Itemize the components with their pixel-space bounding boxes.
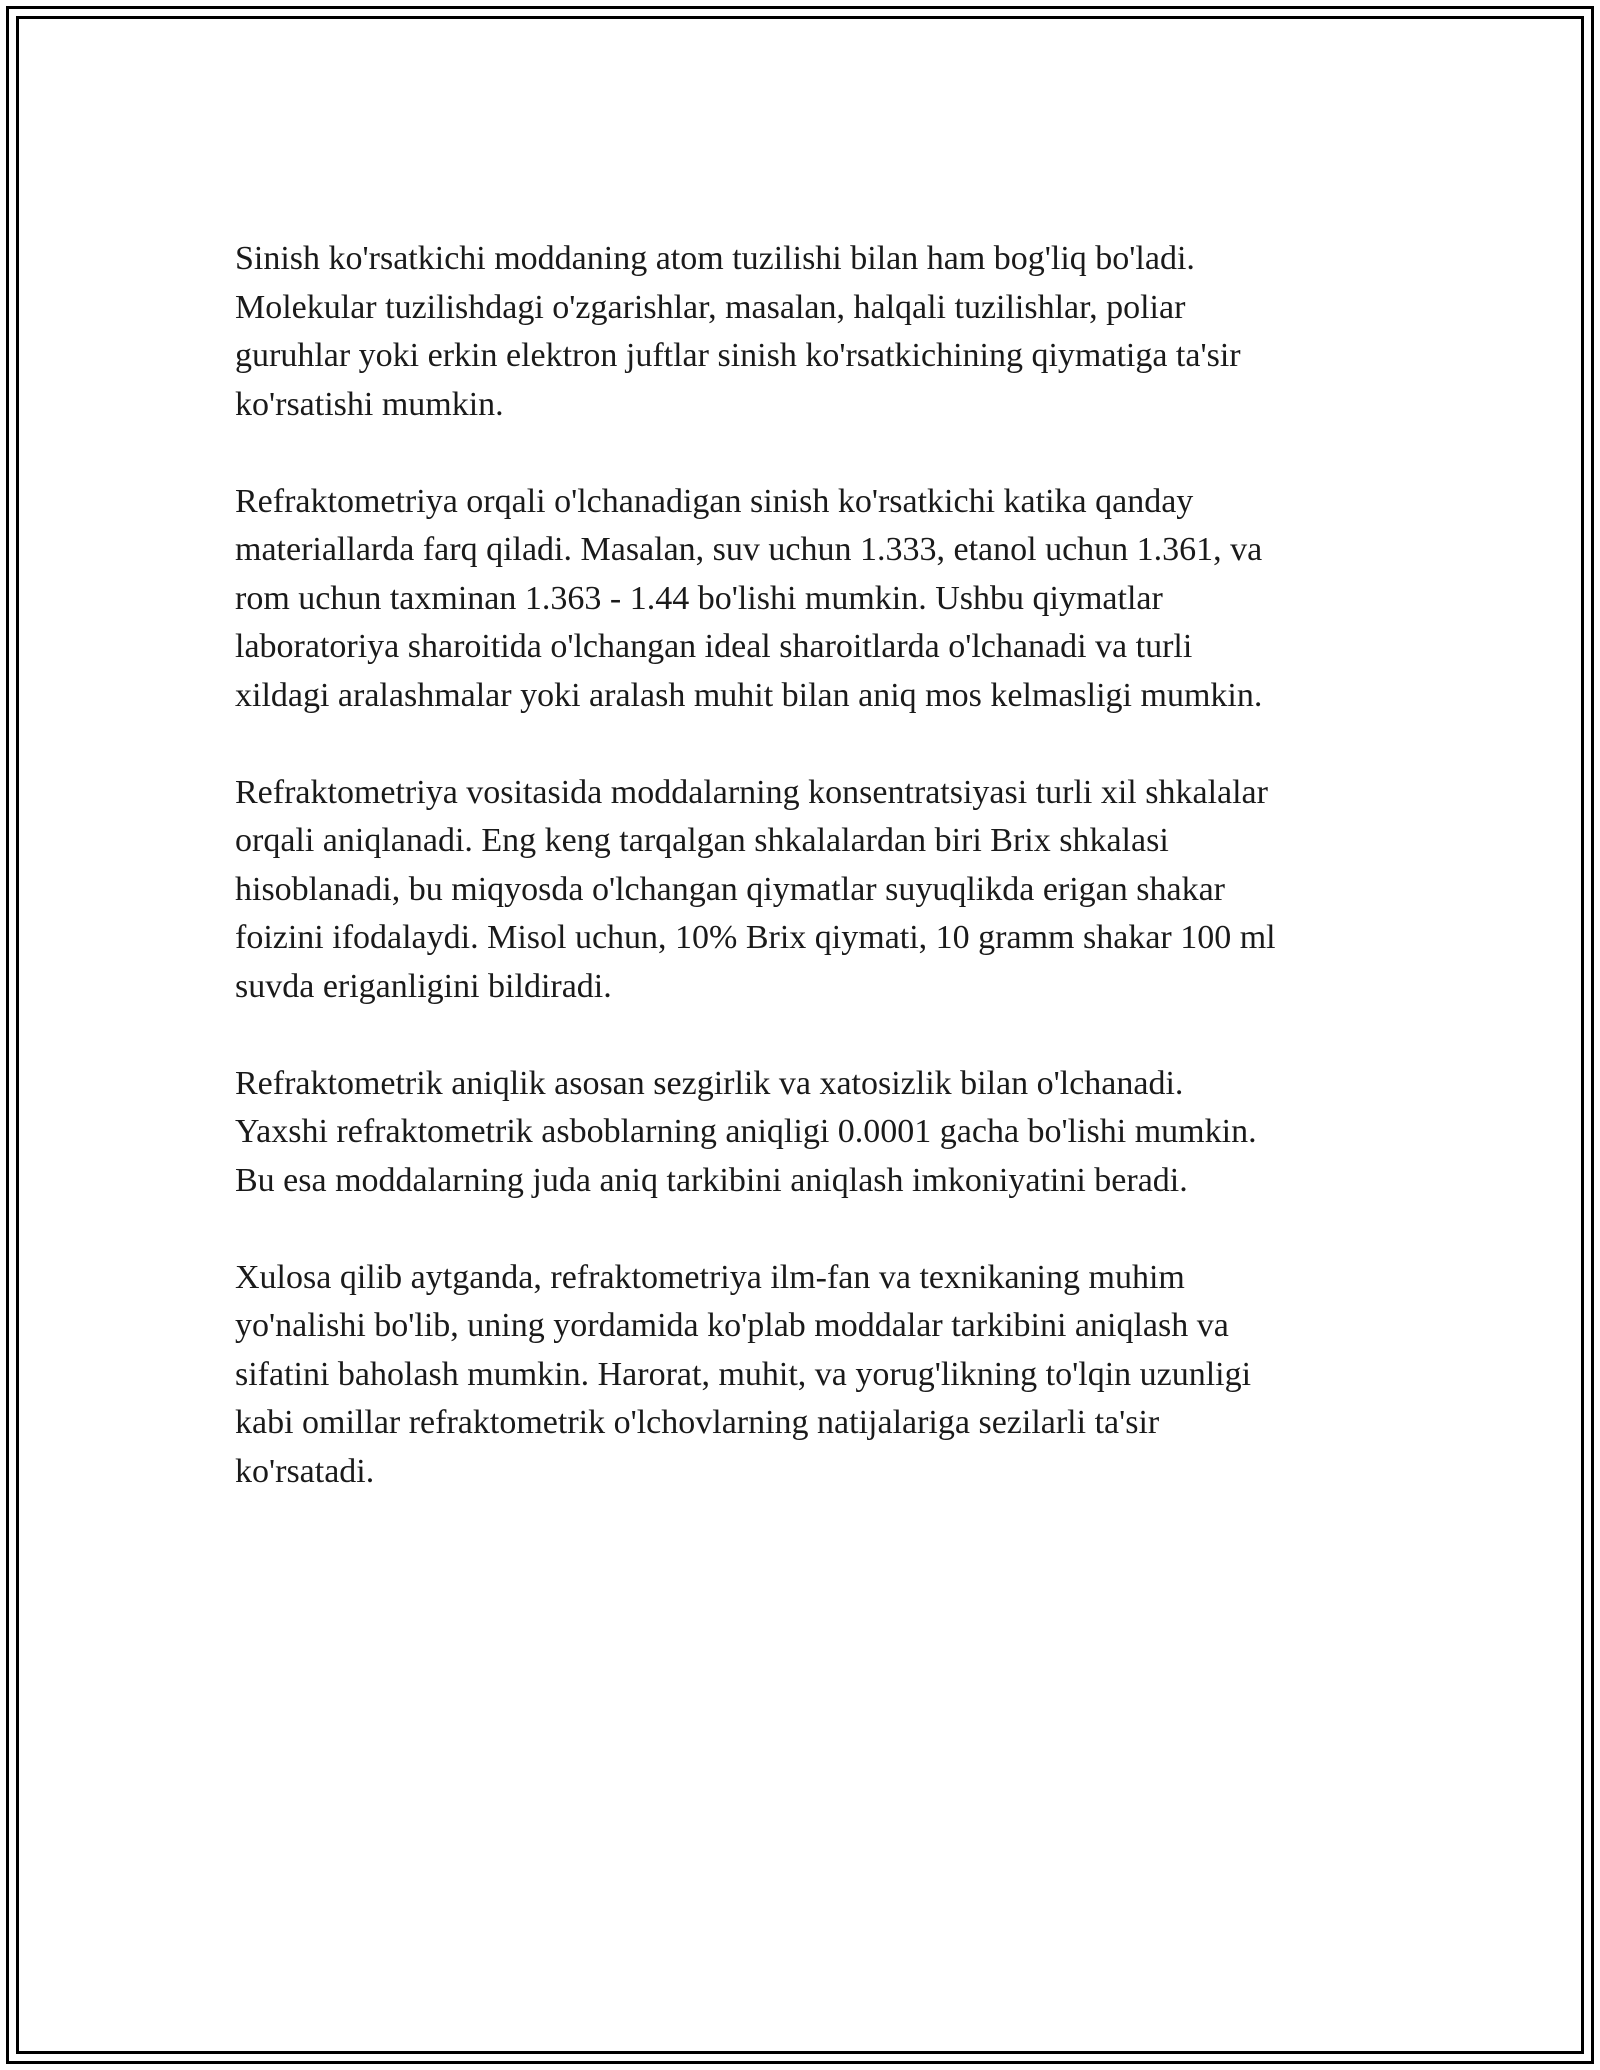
text-line: Refraktometriya orqali o'lchanadigan sinish ko'rsatkichi katika qanday: [235, 482, 1194, 520]
text-line: Xulosa qilib aytganda, refraktometriya ilm-fan va texnikaning muhim: [235, 1258, 1185, 1296]
text-line: sifatini baholash mumkin. Harorat, muhit, va yorug'likning to'lqin uzunligi: [235, 1355, 1252, 1393]
text-line: kabi omillar refraktometrik o'lchovlarning natijalariga sezilarli ta'sir: [235, 1404, 1160, 1441]
text-line: Molekular tuzilishdagi o'zgarishlar, masalan, halqali tuzilishlar, poliar: [235, 288, 1186, 326]
text-line: xildagi aralashmalar yoki aralash muhit bilan aniq mos kelmasligi mumkin.: [235, 676, 1263, 714]
document-body: [235, 235, 1385, 1545]
text-line: ko'rsatishi mumkin.: [235, 385, 504, 423]
paragraph-5: [235, 1254, 1385, 1497]
text-line: Bu esa moddalarning juda aniq tarkibini aniqlash imkoniyatini beradi.: [235, 1161, 1188, 1199]
text-line: ko'rsatadi.: [235, 1452, 375, 1490]
text-line: guruhlar yoki erkin elektron juftlar sinish ko'rsatkichining qiymatiga ta'sir: [235, 337, 1241, 374]
text-line: orqali aniqlanadi. Eng keng tarqalgan shkalalardan biri Brix shkalasi: [235, 822, 1169, 859]
text-line: hisoblanadi, bu miqyosda o'lchangan qiymatlar suyuqlikda erigan shakar: [235, 870, 1226, 908]
text-line: Refraktometriya vositasida moddalarning konsentratsiyasi turli xil shkalalar: [235, 773, 1268, 811]
text-line: Sinish ko'rsatkichi moddaning atom tuzilishi bilan ham bog'liq bo'ladi.: [235, 240, 1195, 277]
text-line: foizini ifodalaydi. Misol uchun, 10% Brix qiymati, 10 gramm shakar 100 ml: [235, 919, 1276, 956]
text-line: suvda eriganligini bildiradi.: [235, 967, 612, 1005]
text-line: Yaxshi refraktometrik asboblarning aniqligi 0.0001 gacha bo'lishi mumkin.: [235, 1113, 1257, 1150]
paragraph-3: [235, 769, 1385, 1012]
text-line: Refraktometrik aniqlik asosan sezgirlik va xatosizlik bilan o'lchanadi.: [235, 1064, 1184, 1102]
text-line: laboratoriya sharoitida o'lchangan ideal sharoitlarda o'lchanadi va turli: [235, 628, 1193, 665]
text-line: yo'nalishi bo'lib, uning yordamida ko'plab moddalar tarkibini aniqlash va: [235, 1307, 1229, 1344]
paragraph-1: [235, 235, 1385, 429]
paragraph-4: [235, 1060, 1385, 1206]
text-line: materiallarda farq qiladi. Masalan, suv uchun 1.333, etanol uchun 1.361, va: [235, 531, 1263, 568]
text-line: rom uchun taxminan 1.363 - 1.44 bo'lishi mumkin. Ushbu qiymatlar: [235, 579, 1163, 617]
paragraph-2: [235, 478, 1385, 721]
